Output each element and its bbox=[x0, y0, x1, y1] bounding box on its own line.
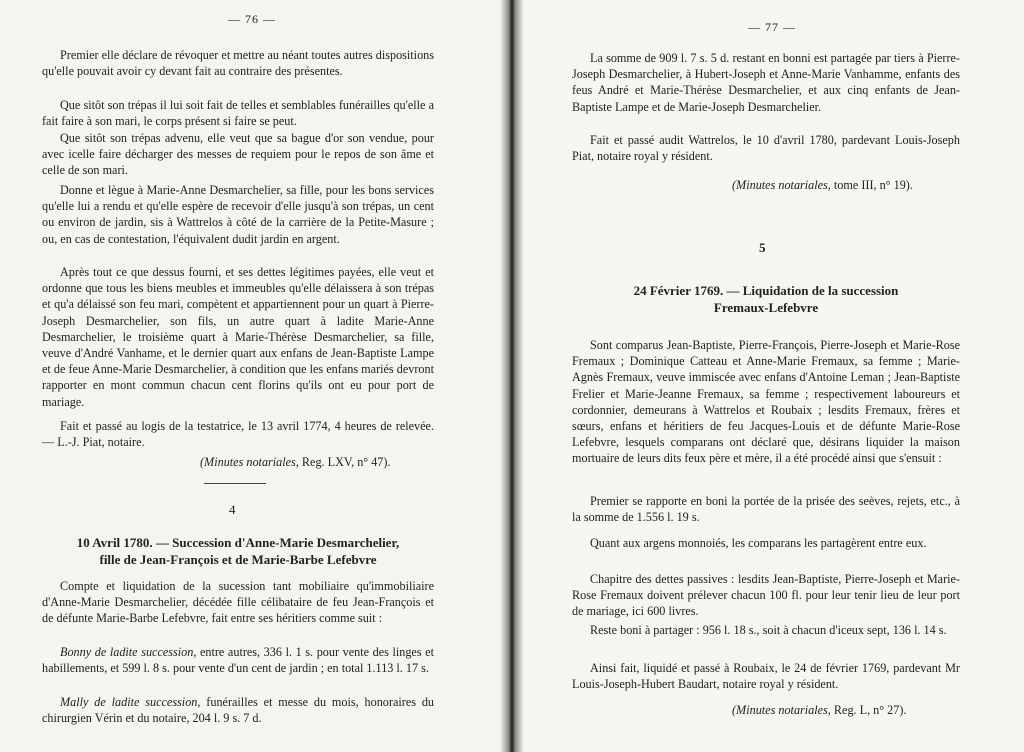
paragraph: Que sitôt son trépas advenu, elle veut que sa bague d'or son vendue, pour avec icelle faire décharger des messes de requiem pour le repos de son âme et celle de son mari. bbox=[42, 131, 434, 178]
paragraph: Que sitôt son trépas il lui soit fait de telles et semblables funérailles qu'elle a fait faire à son mari, le corps présent si faire se peut. bbox=[42, 98, 434, 129]
section-number: 4 bbox=[229, 502, 236, 517]
citation: (Minutes notariales, Reg. LXV, n° 47). bbox=[200, 455, 391, 469]
citation: (Minutes notariales, Reg. L, n° 27). bbox=[732, 703, 907, 717]
paragraph: Quant aux argens monnoiés, les comparans les partagèrent entre eux. bbox=[590, 536, 927, 550]
section-heading: 10 Avril 1780. — Succession d'Anne-Marie Desmarchelier, fille de Jean-François et de Marie-Barbe Lefebvre bbox=[76, 535, 400, 567]
paragraph: Premier se rapporte en boni la portée de la prisée des seèves, rejets, etc., à la somme de 1.556 l. 19 s. bbox=[572, 494, 960, 525]
paragraph: Chapitre des dettes passives : lesdits Jean-Baptiste, Pierre-Joseph et Marie-Rose Fremaux doivent prélever chacun 100 fl. pour leur tenir lieu de leur port de mariage, ici 600 livres. bbox=[572, 572, 960, 619]
paragraph: Fait et passé audit Wattrelos, le 10 d'avril 1780, pardevant Louis-Joseph Piat, notaire royal y résident. bbox=[572, 133, 960, 164]
paragraph: Premier elle déclare de révoquer et mettre au néant toutes autres dispositions qu'elle pouvait avoir cy devant fait au contraire des présentes. bbox=[42, 48, 434, 79]
paragraph: Donne et lègue à Marie-Anne Desmarchelier, sa fille, pour les bons services qu'elle lui a rendu et qu'elle espère de recevoir d'elle jusqu'à son trépas, un cent ou environ de jardin, sis à Wattrelos à côté de la carrière de la Petite-Masure ; ou, en cas de contestation, l'équivalent dudit jardin en argent. bbox=[42, 183, 434, 246]
section-heading: 24 Février 1769. — Liquidation de la succession Fremaux-Lefebvre bbox=[633, 283, 899, 315]
paragraph: Fait et passé au logis de la testatrice, le 13 avril 1774, 4 heures de relevée. — L.-J. Piat, notaire. bbox=[42, 419, 434, 450]
paragraph: Sont comparus Jean-Baptiste, Pierre-François, Pierre-Joseph et Marie-Rose Fremaux ; Dominique Catteau et Anne-Marie Fremaux, sa femme ; Marie-Agnès Fremaux, veuve immiscée avec enfans d'Antoine Leman ; Jean-Baptiste Frelier et Marie-Jeanne Fremaux, sa femme ; respectivement laboureurs et cordonnier, demeurans à Wattrelos et Roubaix ; lesdits Fremaux, frères et sœurs, enfans et héritiers de feu Jacques-Louis et de défunte Marie-Rose Lefebvre, lesquels comparans ont déclaré que, désirans liquider la maison mortuaire de leurs dits feux père et mère, il a été procédé ainsi que s'ensuit : bbox=[572, 338, 960, 466]
left-page bbox=[0, 0, 508, 752]
section-number: 5 bbox=[759, 240, 766, 255]
book-gutter bbox=[500, 0, 524, 752]
paragraph: Reste boni à partager : 956 l. 18 s., soit à chacun d'iceux sept, 136 l. 14 s. bbox=[590, 623, 947, 637]
citation: (Minutes notariales, tome III, n° 19). bbox=[732, 178, 913, 192]
paragraph: Mally de ladite succession, funérailles et messe du mois, honoraires du chirurgien Vérin et du notaire, 204 l. 9 s. 7 d. bbox=[42, 695, 435, 726]
paragraph: Ainsi fait, liquidé et passé à Roubaix, le 24 de février 1769, pardevant Mr Louis-Joseph-Hubert Baudart, notaire royal y résident. bbox=[572, 661, 960, 692]
paragraph: La somme de 909 l. 7 s. 5 d. restant en bonni est partagée par tiers à Pierre-Joseph Desmarchelier, à Hubert-Joseph et Anne-Marie Vanhamme, enfants des feus André et Marie-Thérèse Desmarchelier, et aux cinq enfants de Jean-Baptiste Lampe et de Marie-Joseph Desmarchelier. bbox=[572, 51, 960, 114]
right-page bbox=[516, 0, 1024, 752]
divider bbox=[204, 483, 266, 484]
page-number: — 77 — bbox=[748, 20, 796, 34]
page-number: — 76 — bbox=[228, 12, 276, 26]
paragraph: Bonny de ladite succession, entre autres, 336 l. 1 s. pour vente des linges et habillements, et 599 l. 8 s. pour vente d'un cent de jardin ; en total 1.113 l. 17 s. bbox=[42, 645, 434, 676]
paragraph: Compte et liquidation de la sucession tant mobiliaire qu'immobiliaire d'Anne-Marie Desmarchelier, décédée fille célibataire de feu Jean-François et de défunte Marie-Barbe Lefebvre, fait entre ses héritiers comme suit : bbox=[42, 579, 434, 626]
paragraph: Après tout ce que dessus fourni, et ses dettes légitimes payées, elle veut et ordonne que tous les biens meubles et immeubles qu'elle délaissera à son trépas et qu'a délaissé son feu mari, compètent et appartiennent pour un quart à Pierre-Joseph Desmarchelier, son fils, un autre quart à ladite Marie-Anne Desmarchelier, le troisième quart à Marie-Thérèse Desmarchelier, sa fille, veuve d'André Vanhame, et le dernier quart aux enfans de Jean-Baptiste Lampe et de feue Anne-Marie Desmarchelier, à condition que les enfans mariés devront rapporter en mont commun chacun cent florins qu'ils ont eu pour port de mariage. bbox=[42, 265, 434, 409]
